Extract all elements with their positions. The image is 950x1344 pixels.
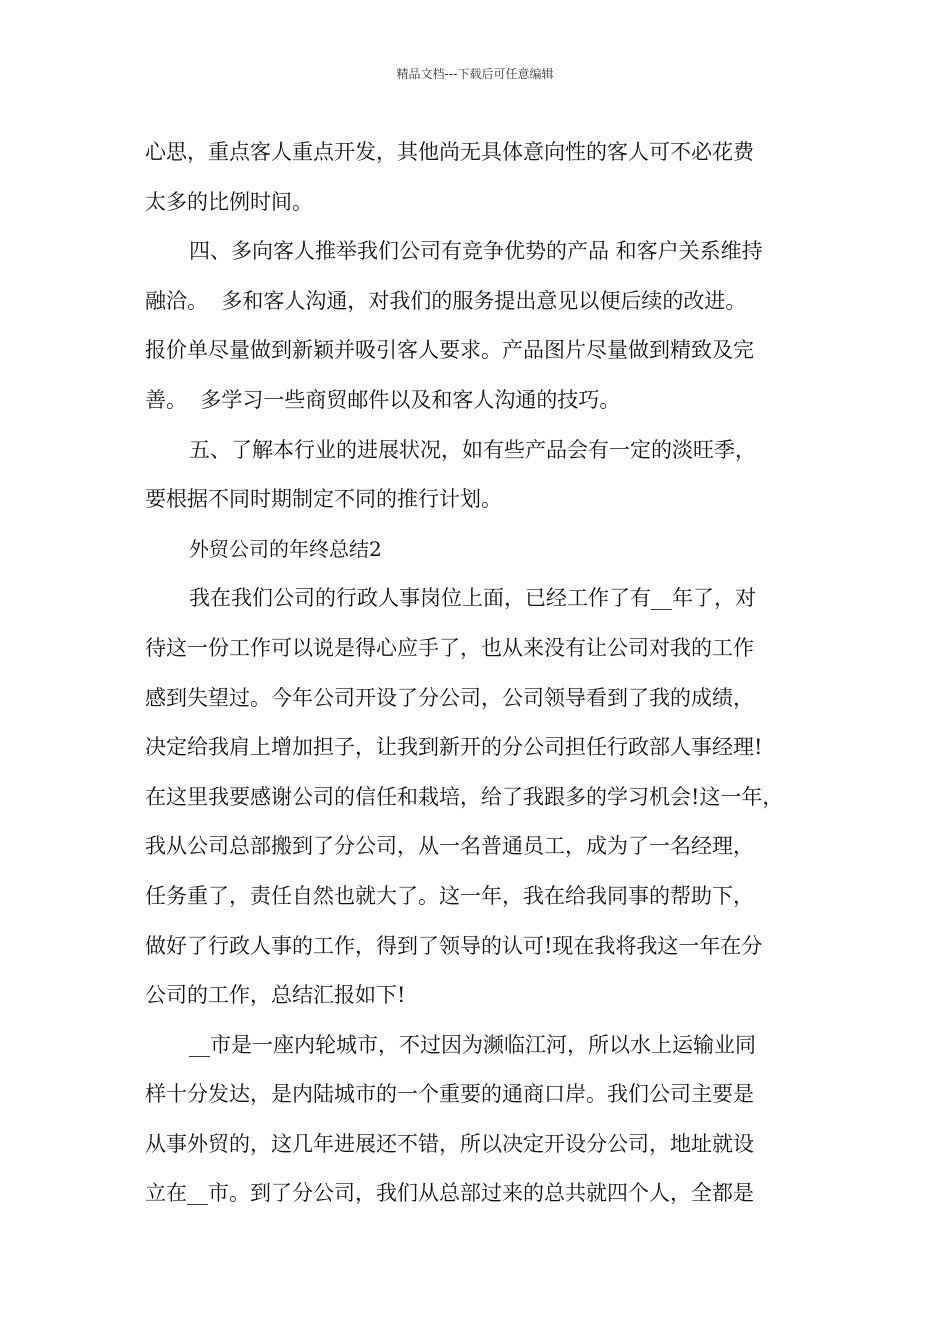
text-line: 要根据不同时期制定不同的推行计划。 (145, 487, 502, 512)
text-line: 感到失望过。今年公司开设了分公司，公司领导看到了我的成绩， (145, 685, 754, 710)
text-line: 善。 多学习一些商贸邮件以及和客人沟通的技巧。 (145, 387, 621, 412)
text-line: 样十分发达，是内陆城市的一个重要的通商口岸。我们公司主要是 (145, 1082, 754, 1107)
text-line: 公司的工作，总结汇报如下! (145, 983, 406, 1008)
text-line: 融洽。 多和客人沟通，对我们的服务提出意见以便后续的改进。 (145, 288, 747, 313)
text-line: __市是一座内轮城市，不过因为濒临江河，所以水上运输业同 (189, 1032, 756, 1057)
document-body (145, 132, 825, 1223)
text-line: 在这里我要感谢公司的信任和栽培，给了我跟多的学习机会!这一年， (145, 784, 784, 809)
text-line: 报价单尽量做到新颖并吸引客人要求。产品图片尽量做到精致及完 (145, 338, 754, 363)
text-line: 太多的比例时间。 (145, 189, 313, 214)
text-line: 四、多向客人推举我们公司有竞争优势的产品 和客户关系维持 (189, 239, 763, 264)
text-line: 做好了行政人事的工作，得到了领导的认可!现在我将我这一年在分 (145, 933, 763, 958)
text-line: 五、了解本行业的进展状况，如有些产品会有一定的淡旺季， (189, 437, 756, 462)
text-line: 我在我们公司的行政人事岗位上面，已经工作了有__年了，对 (189, 586, 756, 611)
section-heading: 外贸公司的年终总结2 (189, 536, 382, 561)
text-line: 立在__市。到了分公司，我们从总部过来的总共就四个人，全都是 (145, 1181, 754, 1206)
text-line: 从事外贸的，这几年进展还不错，所以决定开设分公司，地址就设 (145, 1131, 754, 1156)
text-line: 我从公司总部搬到了分公司，从一名普通员工，成为了一名经理， (145, 834, 754, 859)
text-line: 任务重了，责任自然也就大了。这一年，我在给我同事的帮助下， (145, 883, 754, 908)
text-line: 待这一份工作可以说是得心应手了，也从来没有让公司对我的工作 (145, 635, 754, 660)
text-line: 决定给我肩上增加担子，让我到新开的分公司担任行政部人事经理! (145, 735, 763, 760)
text-line: 心思，重点客人重点开发，其他尚无具体意向性的客人可不必花费 (145, 140, 754, 164)
page-header: 精品文档---下载后可任意编辑 (396, 67, 554, 81)
